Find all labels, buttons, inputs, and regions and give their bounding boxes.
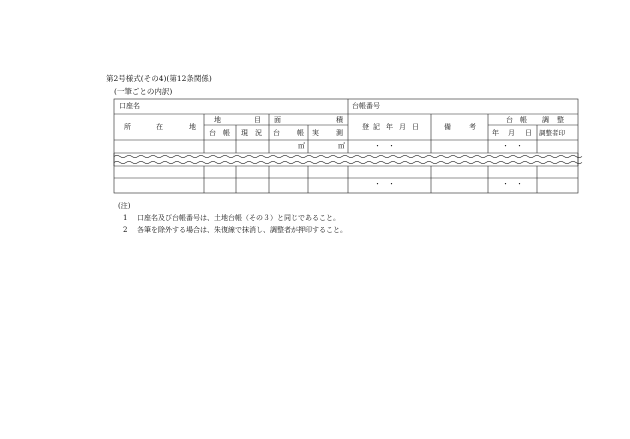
adjustment-label-1: 台 xyxy=(506,116,513,124)
area-actual-unit: ㎡ xyxy=(338,142,345,150)
month-label: 月 xyxy=(508,129,515,137)
current-label-1: 現 xyxy=(241,129,248,137)
registration-label-2: 記 xyxy=(373,123,380,131)
registration-label-1: 登 xyxy=(362,123,369,131)
area-ledger-label-2: 帳 xyxy=(297,129,304,137)
last-registration-date-placeholder: ・ ・ xyxy=(374,180,395,188)
note-item-2 xyxy=(123,225,347,235)
area-ledger-label-1: 台 xyxy=(273,129,280,137)
remarks-label-1: 備 xyxy=(444,123,451,131)
last-adjustment-date-placeholder: ・ ・ xyxy=(502,180,523,188)
location-label-3: 地 xyxy=(189,123,196,131)
adjustment-label-3: 調 xyxy=(542,116,549,124)
current-label-2: 況 xyxy=(255,129,262,137)
day-label: 日 xyxy=(525,129,532,137)
area-label-1: 面 xyxy=(274,116,281,124)
land-category-label-2: 目 xyxy=(254,116,261,124)
area-ledger-unit: ㎡ xyxy=(298,142,305,150)
form-subtitle: (一筆ごとの内訳) xyxy=(114,87,173,96)
registration-label-5: 日 xyxy=(412,123,419,131)
remarks-label-2: 考 xyxy=(469,123,476,131)
adjustment-label-2: 帳 xyxy=(520,116,527,124)
form-title: 第2号様式(その4)(第12条関係) xyxy=(106,74,212,83)
actual-label-2: 測 xyxy=(336,129,343,137)
registration-label-3: 年 xyxy=(386,123,393,131)
note-text: 口座名及び台帳番号は、土地台帳（その３）と同じであること。 xyxy=(137,214,340,222)
adjustment-label-4: 整 xyxy=(557,116,564,124)
note-number: 2 xyxy=(123,226,128,234)
area-label-2: 積 xyxy=(336,116,343,124)
year-label: 年 xyxy=(492,129,499,137)
ledger-label-2: 帳 xyxy=(223,129,230,137)
registration-date-placeholder: ・ ・ xyxy=(374,142,395,150)
land-category-label-1: 地 xyxy=(214,116,221,124)
note-text: 各筆を除外する場合は、朱復線で抹消し、調整者が押印すること。 xyxy=(137,226,347,234)
adjuster-seal-label: 調整者印 xyxy=(539,129,565,137)
notes-heading: (注) xyxy=(118,202,131,210)
ledger-label-1: 台 xyxy=(209,129,216,137)
location-label-2: 在 xyxy=(156,123,163,131)
note-item-1 xyxy=(123,213,340,223)
location-label-1: 所 xyxy=(124,123,131,131)
ledger-number-label: 台帳番号 xyxy=(352,102,380,110)
actual-label-1: 実 xyxy=(312,129,319,137)
adjustment-date-placeholder: ・ ・ xyxy=(502,142,523,150)
note-number: 1 xyxy=(123,214,128,222)
registration-label-4: 月 xyxy=(399,123,406,131)
breakdown-table xyxy=(114,99,578,193)
account-name-label: 口座名 xyxy=(119,102,140,110)
